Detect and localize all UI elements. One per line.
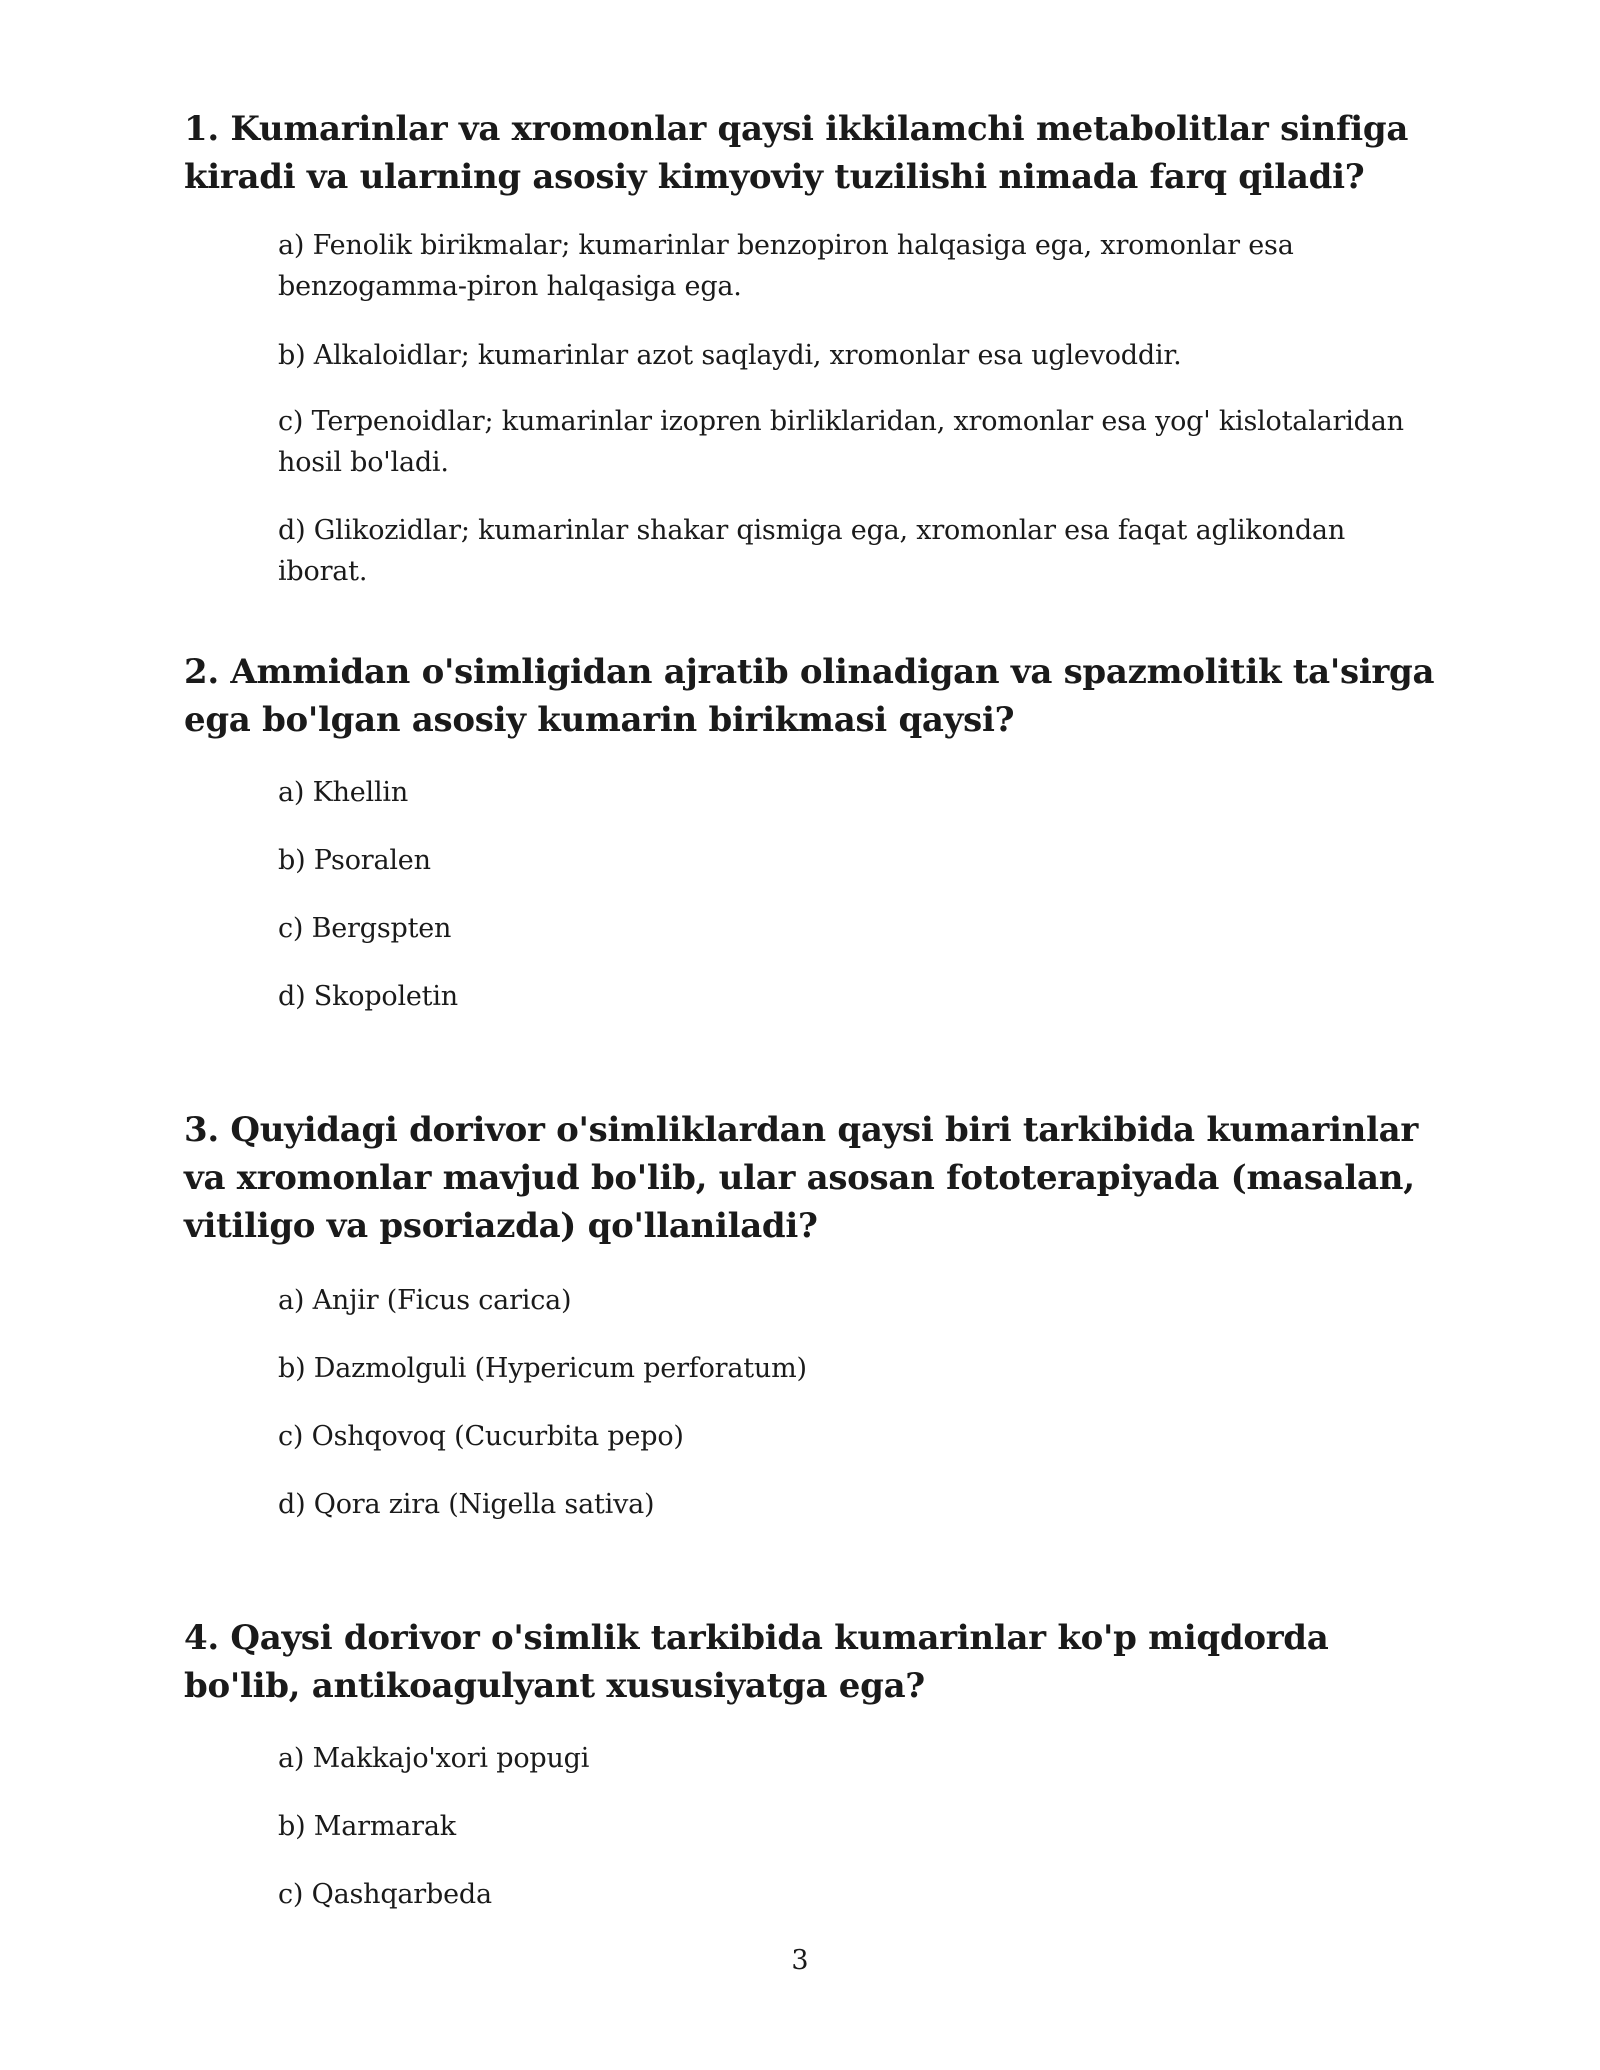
question-2-option-c: c) Bergspten: [278, 913, 452, 944]
question-4: [184, 1614, 1444, 1710]
question-1: [184, 105, 1444, 201]
question-3-option-a: a) Anjir (Ficus carica): [278, 1285, 572, 1316]
question-4-option-a: a) Makkajo'xori popugi: [278, 1743, 590, 1774]
question-1-text: 1. Kumarinlar va xromonlar qaysi ikkilamchi metabolitlar sinfiga kiradi va ularning asosiy kimyoviy tuzilishi nimada farq qiladi?: [184, 109, 1409, 197]
question-2: [184, 648, 1444, 744]
question-2-text: 2. Ammidan o'simligidan ajratib olinadigan va spazmolitik ta'sirga ega bo'lgan asosiy kumarin birikmasi qaysi?: [184, 652, 1435, 740]
question-1-option-a: a) Fenolik birikmalar; kumarinlar benzopiron halqasiga ega, xromonlar esa benzogamma-piron halqasiga ega.: [278, 230, 1294, 302]
question-4-option-b: b) Marmarak: [278, 1811, 456, 1842]
question-2-option-b: b) Psoralen: [278, 845, 431, 876]
question-3-option-c: c) Oshqovoq (Cucurbita pepo): [278, 1421, 684, 1452]
question-3-option-d: d) Qora zira (Nigella sativa): [278, 1489, 655, 1520]
question-1-option-c: c) Terpenoidlar; kumarinlar izopren birliklaridan, xromonlar esa yog' kislotalaridan hosil bo'ladi.: [278, 406, 1404, 478]
question-3: [184, 1106, 1444, 1250]
question-2-option-a: a) Khellin: [278, 777, 409, 808]
page-number: 3: [791, 1945, 809, 1976]
question-1-option-d: d) Glikozidlar; kumarinlar shakar qismiga ega, xromonlar esa faqat aglikondan iborat.: [278, 515, 1346, 587]
question-3-option-b: b) Dazmolguli (Hypericum perforatum): [278, 1353, 807, 1384]
question-3-text: 3. Quyidagi dorivor o'simliklardan qaysi biri tarkibida kumarinlar va xromonlar mavjud bo'lib, ular asosan fototerapiyada (masalan, vitiligo va psoriazda) qo'llaniladi?: [184, 1110, 1419, 1246]
question-2-option-d: d) Skopoletin: [278, 981, 458, 1012]
question-1-option-b: b) Alkaloidlar; kumarinlar azot saqlaydi, xromonlar esa uglevoddir.: [278, 340, 1182, 371]
question-4-option-c: c) Qashqarbeda: [278, 1879, 492, 1910]
question-4-text: 4. Qaysi dorivor o'simlik tarkibida kumarinlar ko'p miqdorda bo'lib, antikoagulyant xususiyatga ega?: [184, 1618, 1329, 1706]
